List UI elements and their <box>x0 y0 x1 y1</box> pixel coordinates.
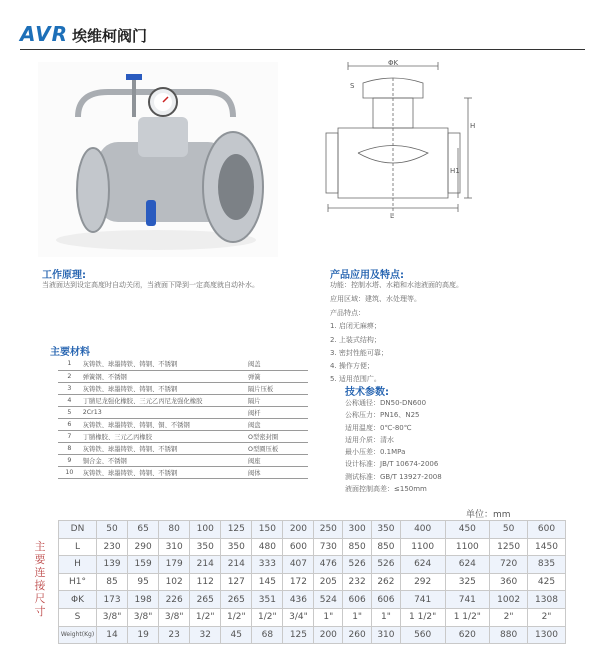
table-cell: 720 <box>490 556 528 574</box>
table-cell: 350 <box>221 538 252 556</box>
table-cell: 310 <box>372 626 401 644</box>
table-row: 4 丁腈尼龙强化橡胶、三元乙丙尼龙强化橡胶 隔片 <box>58 394 308 406</box>
table-cell: 3/8" <box>159 608 190 626</box>
principle-title: 工作原理: <box>42 270 86 281</box>
row-header: L <box>59 538 97 556</box>
tech-line: 最小压差：0.1MPa <box>345 448 406 456</box>
drawing-label-phik: ΦK <box>388 59 399 67</box>
materials-title: 主要材料 <box>50 347 90 358</box>
dimension-table <box>58 520 566 644</box>
table-cell: 80 <box>159 521 190 539</box>
table-cell: 125 <box>221 521 252 539</box>
row-header: S <box>59 608 97 626</box>
valve-dimension-drawing <box>318 58 478 228</box>
application-line: 3. 密封性能可靠； <box>330 348 388 357</box>
table-cell: 1250 <box>490 538 528 556</box>
tech-list <box>345 397 585 495</box>
table-cell: 476 <box>314 556 343 574</box>
tech-line: 公称通径：DN50-DN600 <box>345 399 427 407</box>
table-cell: 1308 <box>528 591 566 609</box>
table-cell: 351 <box>252 591 283 609</box>
table-cell: 50 <box>490 521 528 539</box>
table-cell: 226 <box>159 591 190 609</box>
table-cell: 214 <box>221 556 252 574</box>
table-cell: 102 <box>159 573 190 591</box>
table-row: 8 灰铸铁、球墨铸铁、铸钢、不锈钢 O型圈压板 <box>58 442 308 454</box>
table-cell: 127 <box>221 573 252 591</box>
table-cell: 179 <box>159 556 190 574</box>
table-cell: 606 <box>343 591 372 609</box>
company-logo: AVR <box>20 22 68 46</box>
table-cell: 95 <box>128 573 159 591</box>
tech-line: 适用介质：清水 <box>345 435 394 444</box>
table-cell: 407 <box>283 556 314 574</box>
application-line: 应用区域：建筑、水处理等。 <box>330 295 421 304</box>
table-cell: 200 <box>283 521 314 539</box>
table-cell: 1450 <box>528 538 566 556</box>
application-line: 1. 启闭无麻痹； <box>330 322 381 331</box>
table-cell: 19 <box>128 626 159 644</box>
table-cell: 1 1/2" <box>445 608 490 626</box>
table-cell: 624 <box>445 556 490 574</box>
table-cell: 32 <box>190 626 221 644</box>
page-header <box>0 0 605 52</box>
table-cell: 624 <box>400 556 445 574</box>
drawing-label-s: S <box>350 82 355 90</box>
materials-table <box>58 358 308 479</box>
table-row <box>59 608 566 626</box>
table-cell: 730 <box>314 538 343 556</box>
table-row: 7 丁腈橡胶、三元乙丙橡胶 O型密封圈 <box>58 430 308 442</box>
table-cell: 880 <box>490 626 528 644</box>
table-cell: 425 <box>528 573 566 591</box>
table-cell: 14 <box>97 626 128 644</box>
drawing-label-h1: H1 <box>450 167 460 175</box>
table-cell: 150 <box>252 521 283 539</box>
table-cell: 526 <box>372 556 401 574</box>
table-row <box>59 626 566 644</box>
table-cell: 436 <box>283 591 314 609</box>
table-cell: 23 <box>159 626 190 644</box>
row-header: ΦK <box>59 591 97 609</box>
row-header: H1° <box>59 573 97 591</box>
table-cell: 560 <box>400 626 445 644</box>
table-cell: 3/8" <box>128 608 159 626</box>
table-cell: 1100 <box>445 538 490 556</box>
table-cell: 265 <box>221 591 252 609</box>
table-cell: 850 <box>343 538 372 556</box>
table-cell: 250 <box>314 521 343 539</box>
table-cell: 68 <box>252 626 283 644</box>
table-cell: 112 <box>190 573 221 591</box>
drawing-label-l: L <box>390 212 394 220</box>
table-cell: 400 <box>400 521 445 539</box>
table-cell: 1" <box>314 608 343 626</box>
table-cell: 600 <box>528 521 566 539</box>
table-cell: 600 <box>283 538 314 556</box>
table-cell: 260 <box>343 626 372 644</box>
row-header: Weight(Kg) <box>59 626 97 644</box>
table-cell: 265 <box>190 591 221 609</box>
application-line: 功能：控制水塔、水箱和水池液面的高度。 <box>330 281 463 289</box>
table-cell: 350 <box>372 521 401 539</box>
table-cell: 3/8" <box>97 608 128 626</box>
table-cell: 526 <box>343 556 372 574</box>
application-list <box>330 280 580 384</box>
unit-label: 单位：mm <box>466 510 511 520</box>
row-header: H <box>59 556 97 574</box>
table-cell: 450 <box>445 521 490 539</box>
table-cell: 1/2" <box>252 608 283 626</box>
table-cell: 172 <box>283 573 314 591</box>
table-row: 10 灰铸铁、球墨铸铁、铸钢、不锈钢 阀体 <box>58 466 308 478</box>
header-divider <box>20 49 585 50</box>
table-row: 9 铜合金、不锈钢 阀座 <box>58 454 308 466</box>
company-name: 埃维柯阀门 <box>72 27 148 45</box>
valve-product-image <box>38 62 278 257</box>
table-cell: 333 <box>252 556 283 574</box>
table-cell: 292 <box>400 573 445 591</box>
table-cell: 1100 <box>400 538 445 556</box>
table-row: 1 灰铸铁、球墨铸铁、铸钢、不锈钢 阀盖 <box>58 358 308 370</box>
table-cell: 45 <box>221 626 252 644</box>
table-cell: 3/4" <box>283 608 314 626</box>
application-line: 5. 适用范围广。 <box>330 374 381 383</box>
table-cell: 835 <box>528 556 566 574</box>
table-cell: 1/2" <box>190 608 221 626</box>
table-row <box>59 538 566 556</box>
table-row: 2 弹簧钢、不锈钢 弹簧 <box>58 370 308 382</box>
table-cell: 741 <box>445 591 490 609</box>
table-cell: 1/2" <box>221 608 252 626</box>
tech-line: 适用温度：0℃-80℃ <box>345 423 412 432</box>
table-cell: 1002 <box>490 591 528 609</box>
table-cell: 214 <box>190 556 221 574</box>
table-cell: 1300 <box>528 626 566 644</box>
table-row: 5 2Cr13 阀杆 <box>58 406 308 418</box>
table-cell: 2" <box>528 608 566 626</box>
drawing-label-h: H <box>470 122 476 130</box>
principle-text: 当液面达到设定高度时自动关闭，当液面下降到一定高度就自动补水。 <box>42 281 259 289</box>
application-title: 产品应用及特点: <box>330 270 404 281</box>
table-cell: 173 <box>97 591 128 609</box>
table-row <box>59 591 566 609</box>
table-cell: 145 <box>252 573 283 591</box>
table-cell: 350 <box>190 538 221 556</box>
table-cell: 50 <box>97 521 128 539</box>
table-cell: 1" <box>343 608 372 626</box>
table-cell: 230 <box>97 538 128 556</box>
table-cell: 524 <box>314 591 343 609</box>
row-header: DN <box>59 521 97 539</box>
table-cell: 100 <box>190 521 221 539</box>
table-cell: 325 <box>445 573 490 591</box>
application-line: 产品特点： <box>330 309 365 318</box>
table-cell: 232 <box>343 573 372 591</box>
table-cell: 606 <box>372 591 401 609</box>
table-cell: 1 1/2" <box>400 608 445 626</box>
table-cell: 290 <box>128 538 159 556</box>
application-line: 4. 操作方便； <box>330 361 374 370</box>
table-cell: 198 <box>128 591 159 609</box>
dimension-side-label: 主要连接尺寸 <box>34 540 46 618</box>
table-cell: 200 <box>314 626 343 644</box>
table-cell: 300 <box>343 521 372 539</box>
application-line: 2. 上装式结构； <box>330 335 381 344</box>
table-row <box>59 556 566 574</box>
tech-title: 技术参数: <box>345 387 389 398</box>
table-cell: 159 <box>128 556 159 574</box>
table-cell: 139 <box>97 556 128 574</box>
table-cell: 480 <box>252 538 283 556</box>
table-row: 3 灰铸铁、球墨铸铁、铸钢、不锈钢 隔片压板 <box>58 382 308 394</box>
table-cell: 262 <box>372 573 401 591</box>
table-row <box>59 573 566 591</box>
table-cell: 125 <box>283 626 314 644</box>
table-cell: 205 <box>314 573 343 591</box>
tech-line: 测试标准：GB/T 13927-2008 <box>345 472 442 481</box>
table-cell: 741 <box>400 591 445 609</box>
table-cell: 2" <box>490 608 528 626</box>
tech-line: 液面控制高差：≤150mm <box>345 484 427 493</box>
tech-line: 设计标准：JB/T 10674-2006 <box>345 460 439 469</box>
table-cell: 310 <box>159 538 190 556</box>
table-cell: 85 <box>97 573 128 591</box>
table-cell: 850 <box>372 538 401 556</box>
table-cell: 360 <box>490 573 528 591</box>
table-cell: 1" <box>372 608 401 626</box>
table-cell: 620 <box>445 626 490 644</box>
table-cell: 65 <box>128 521 159 539</box>
tech-line: 公称压力：PN16、N25 <box>345 411 420 420</box>
table-row <box>59 521 566 539</box>
table-row: 6 灰铸铁、球墨铸铁、铸钢、铜、不锈钢 阀盘 <box>58 418 308 430</box>
